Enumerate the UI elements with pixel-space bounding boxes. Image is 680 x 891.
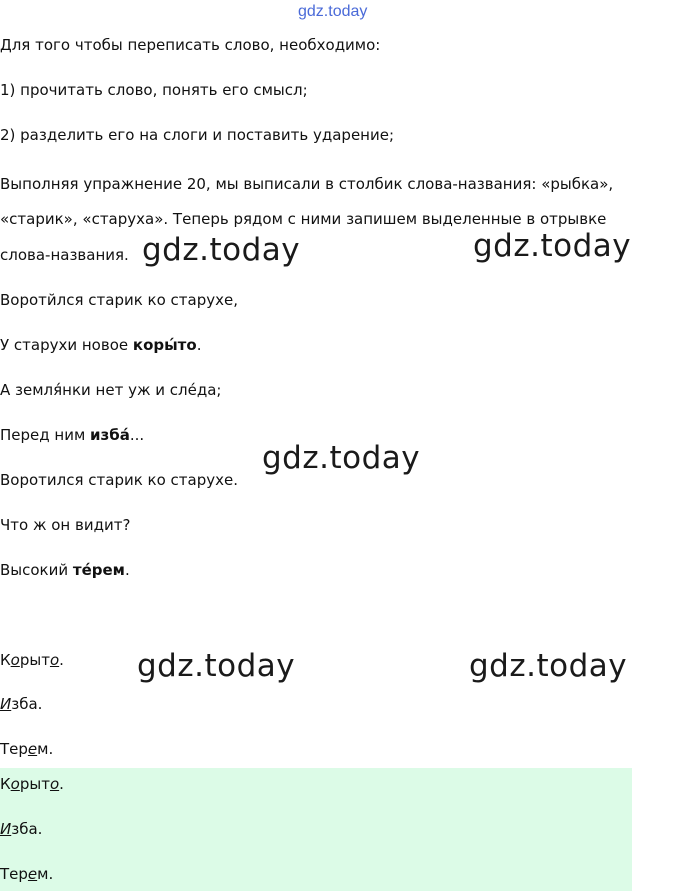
unstressed-vowel: о [49,775,60,793]
poem-line-2-text: У старухи новое [0,336,133,354]
answer-word-koryto-highlighted: Корыто. [0,775,64,793]
site-logo[interactable]: gdz.today [298,3,368,20]
unstressed-vowel: о [49,651,60,669]
answer-word-koryto: Корыто. [0,651,64,669]
unstressed-vowel: е [27,740,38,758]
exercise-line-1: Выполняя упражнение 20, мы выписали в столбик слова-названия: «рыбка», [0,175,614,193]
exercise-line-2: «старик», «старуха». Теперь рядом с ними запишем выделенные в отрывке [0,210,607,228]
poem-line-4-end: ... [129,426,145,444]
poem-line-2-end: . [196,336,202,354]
poem-line-4-text: Перед ним [0,426,91,444]
poem-line-5: Воротился старик ко старухе. [0,471,239,489]
intro-text: Для того чтобы переписать слово, необходимо: [0,36,381,54]
watermark: gdz.today [262,440,421,476]
poem-line-1: Воротйлся старик ко старухе, [0,291,239,309]
unstressed-vowel: И [0,820,12,838]
answer-highlight-box [0,768,632,891]
watermark: gdz.today [142,232,301,268]
unstressed-vowel: е [27,865,38,883]
unstressed-vowel: о [10,651,20,669]
poem-line-2 [0,335,201,355]
step-2: 2) разделить его на слоги и поставить ударение; [0,126,395,144]
highlighted-word-koryto: коры́то [132,336,197,354]
poem-line-7-end: . [124,561,130,579]
watermark: gdz.today [137,648,296,684]
poem-line-6: Что ж он видит? [0,516,131,534]
step-1: 1) прочитать слово, понять его смысл; [0,81,308,99]
unstressed-vowel: о [10,775,20,793]
answer-word-terem: Терем. [0,740,54,758]
poem-line-7 [0,560,130,580]
answer-word-izba-highlighted: Изба. [0,820,43,838]
poem-line-7-text: Высокий [0,561,73,579]
watermark: gdz.today [473,228,632,264]
unstressed-vowel: И [0,695,12,713]
answer-word-terem-highlighted: Терем. [0,865,54,883]
poem-line-4 [0,425,144,445]
highlighted-word-terem: те́рем [72,561,125,579]
exercise-line-3: слова-названия. [0,246,129,264]
watermark: gdz.today [469,648,628,684]
highlighted-word-izba: изба́ [90,426,130,444]
poem-line-3: А земля́нки нет уж и сле́да; [0,381,222,399]
answer-word-izba: Изба. [0,695,43,713]
